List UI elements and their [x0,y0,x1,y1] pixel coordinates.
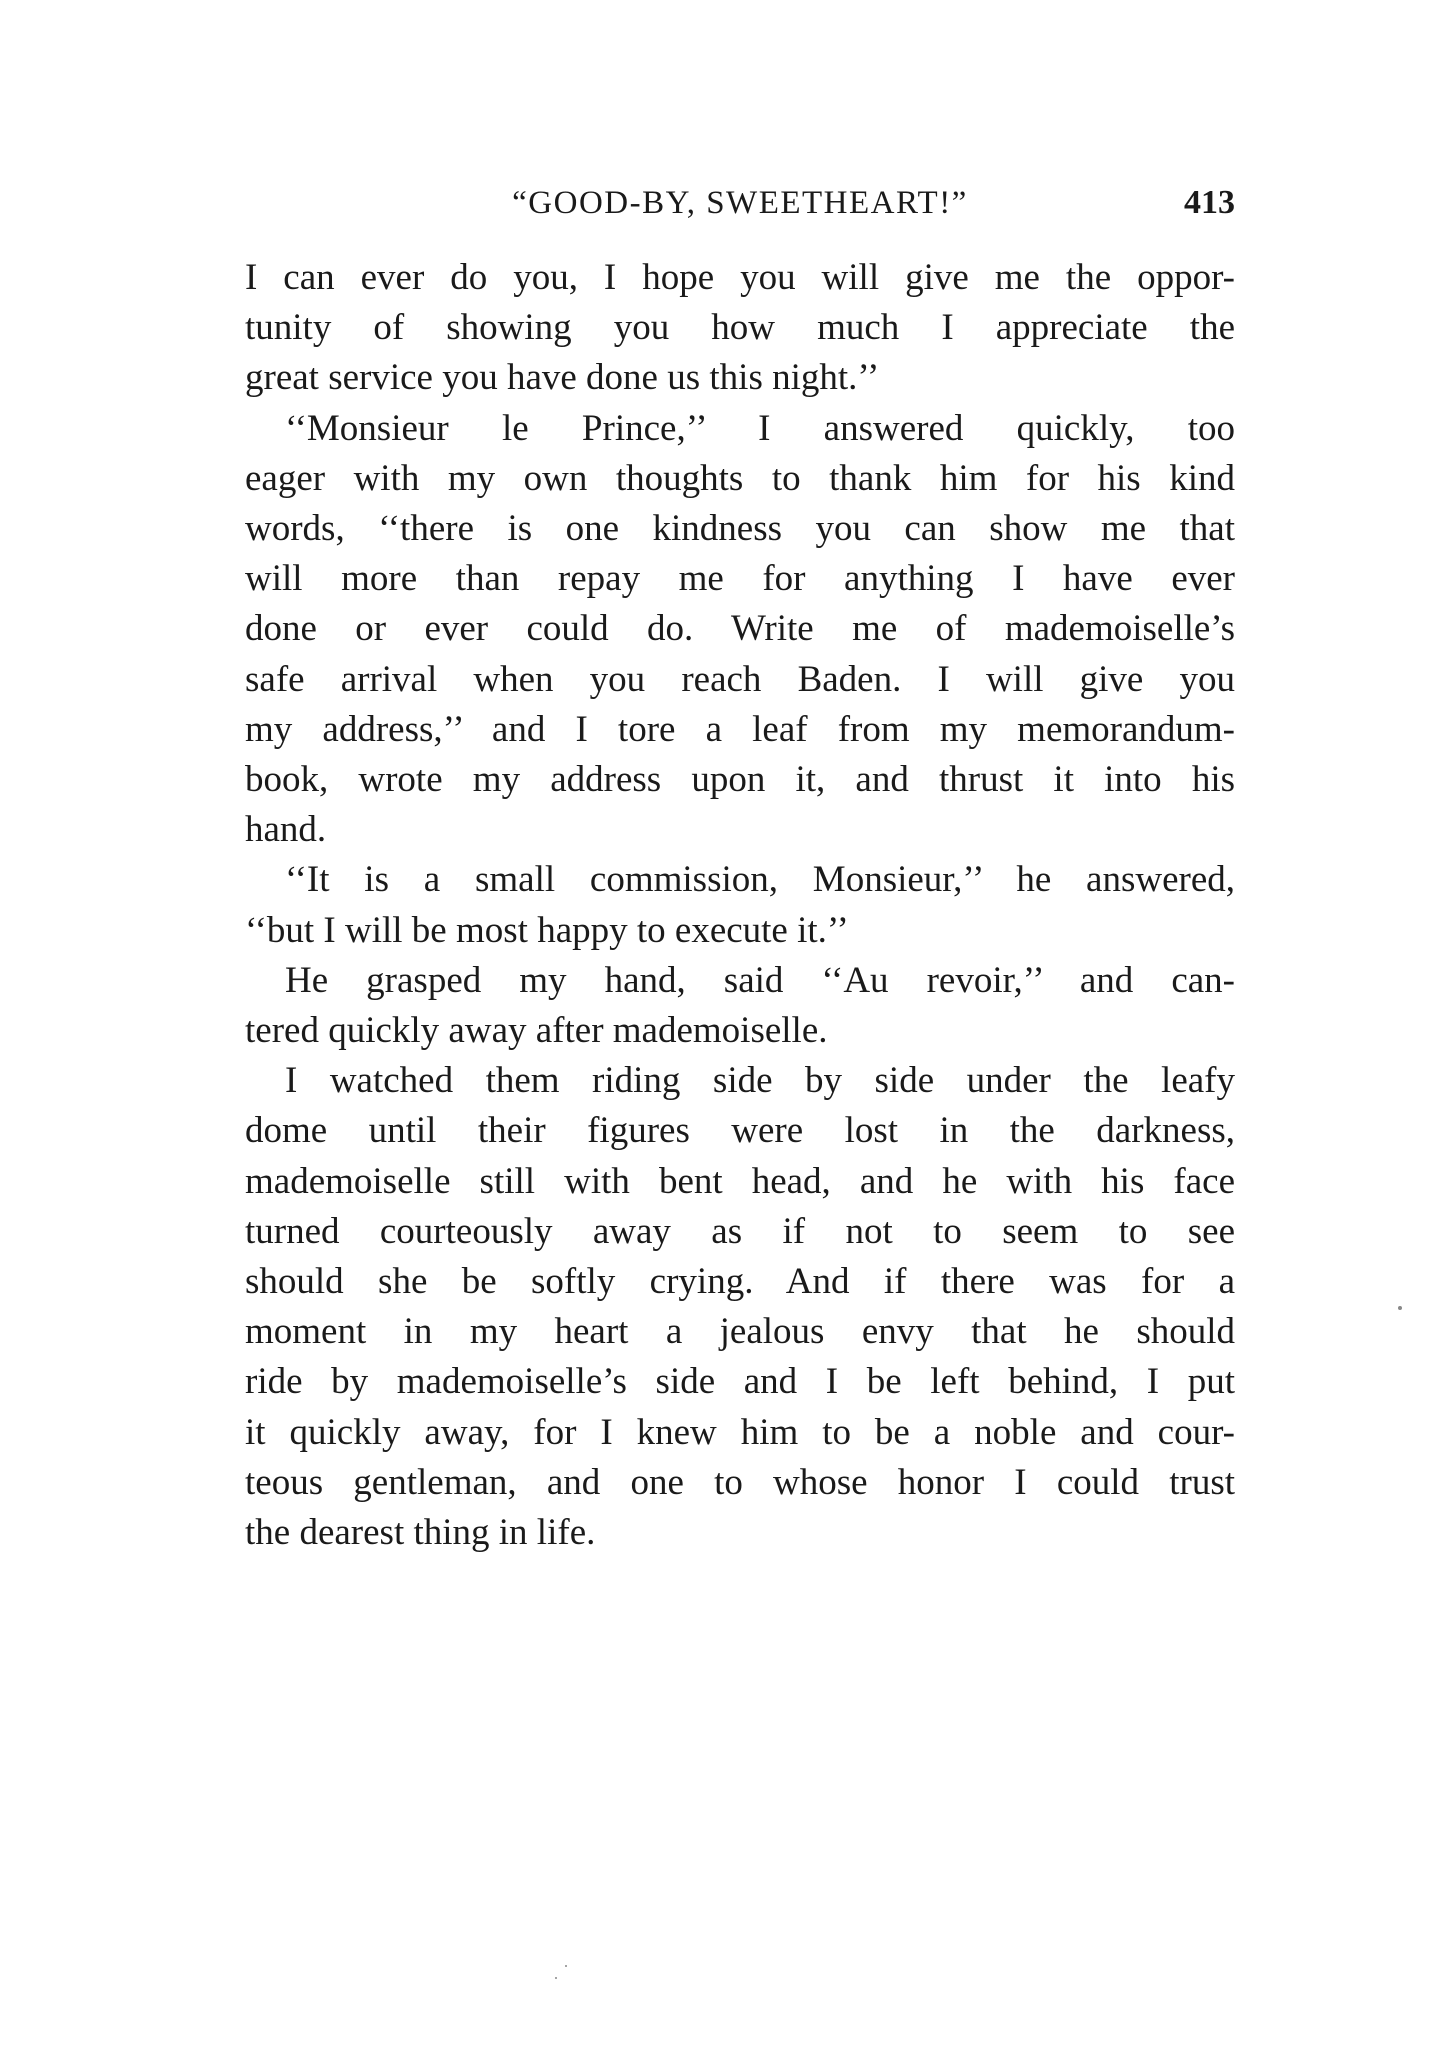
text-line: ‘‘but I will be most happy to execute it.’’ [245,909,849,951]
text-line: should she be softly crying. And if there was for a [245,1261,1235,1303]
text-line: mademoiselle still with bent head, and he with his face [245,1160,1235,1202]
text-line: eager with my own thoughts to thank him for his kind [245,457,1235,499]
text-line: great service you have done us this night.’’ [245,357,880,399]
paragraph [245,855,1235,955]
text-line: I can ever do you, I hope you will give me the oppor- [245,257,1235,298]
text-line: dome until their figures were lost in the darkness, [245,1110,1235,1152]
text-line: the dearest thing in life. [245,1512,596,1554]
text-line: will more than repay me for anything I have ever [245,558,1235,600]
paragraph [245,1056,1235,1558]
scan-speck [565,1965,567,1967]
page-number: 413 [1184,184,1235,221]
paragraph [245,404,1235,856]
text-line: done or ever could do. Write me of mademoiselle’s [245,608,1235,650]
text-line: moment in my heart a jealous envy that he should [245,1311,1235,1353]
running-title: “GOOD-BY, SWEETHEART!” [512,185,968,221]
text-line: ride by mademoiselle’s side and I be left behind, I put [245,1361,1235,1403]
running-head [245,178,1235,228]
text-line: tered quickly away after mademoiselle. [245,1010,828,1052]
text-line: tunity of showing you how much I appreciate the [245,307,1235,349]
text-line: turned courteously away as if not to seem to see [245,1210,1235,1252]
body-text [245,253,1235,1558]
paragraph [245,956,1235,1056]
text-line: it quickly away, for I knew him to be a noble and cour- [245,1411,1235,1453]
text-line: book, wrote my address upon it, and thrust it into his [245,759,1235,801]
paragraph [245,253,1235,404]
scan-speck [1398,1306,1402,1310]
text-line: hand. [245,809,327,851]
text-line: my address,’’ and I tore a leaf from my memorandum- [245,708,1235,750]
text-line: teous gentleman, and one to whose honor I could trust [245,1461,1235,1503]
text-line: ‘‘It is a small commission, Monsieur,’’ he answered, [285,859,1235,901]
text-line: safe arrival when you reach Baden. I will give you [245,658,1235,700]
text-line: I watched them riding side by side under the leafy [285,1060,1235,1102]
text-line: ‘‘Monsieur le Prince,’’ I answered quickly, too [285,407,1235,449]
text-line: words, ‘‘there is one kindness you can show me that [245,508,1235,550]
scan-speck [555,1977,557,1979]
text-line: He grasped my hand, said ‘‘Au revoir,’’ and can- [285,959,1235,1001]
